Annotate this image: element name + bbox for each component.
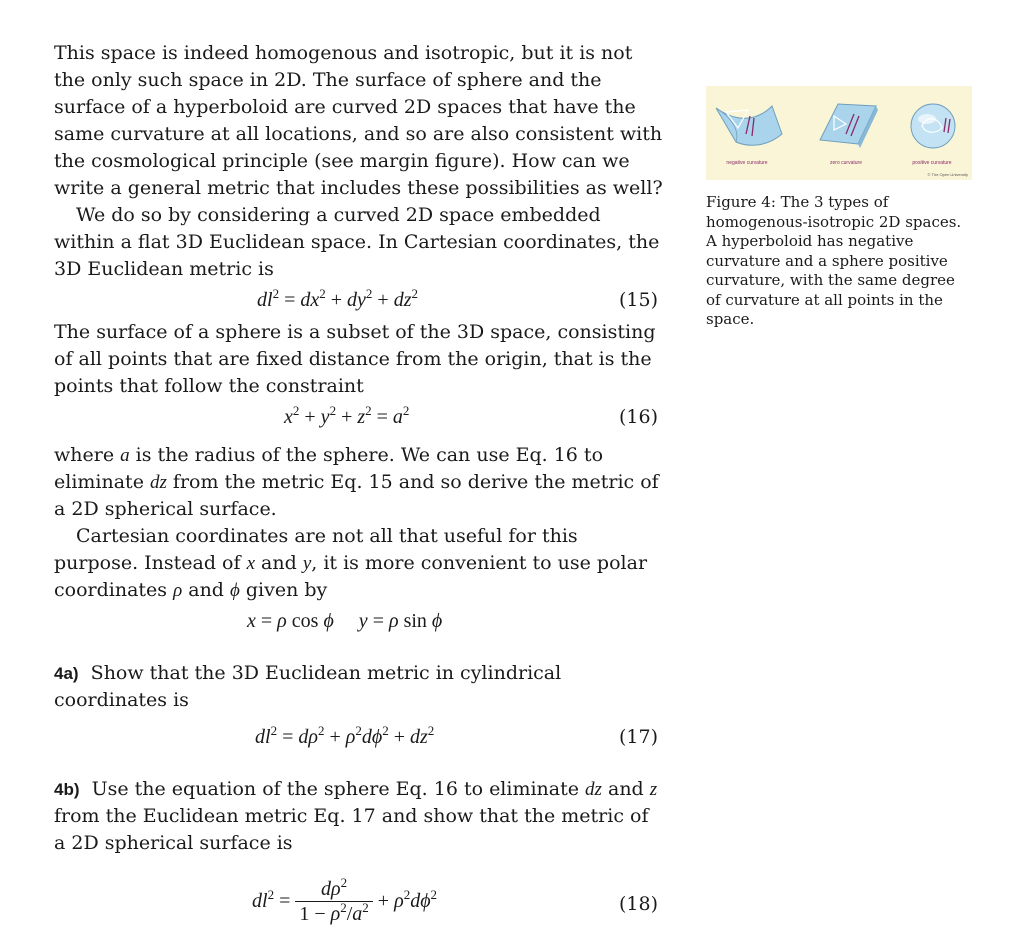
equation-polar-definitions: x = ρ cos ϕ y = ρ sin ϕ — [247, 610, 443, 632]
flat-plane — [820, 104, 878, 148]
margin-figure — [706, 86, 974, 345]
main-text-column — [54, 40, 664, 935]
equation-17: $dl^2 = d\rho^2 + \rho^2d\phi^2 + dz^2$ (17) — [54, 720, 664, 756]
equation-number: (15) — [618, 289, 658, 311]
question-4a: 4a) Show that the 3D Euclidean metric in cylindrical coordinates is — [54, 662, 562, 711]
equation-number: (18) — [618, 893, 658, 915]
paragraph-embedding: We do so by considering a curved 2D space embedded within a flat 3D Euclidean space. In Cartesian coordinates, the 3D Euclidean metric is — [54, 204, 660, 280]
label-negative-curvature: negative curvature — [726, 160, 768, 166]
label-positive-curvature: positive curvature — [912, 160, 952, 166]
question-4b: 4b) Use the equation of the sphere Eq. 16 to eliminate dz and z from the Euclidean metric Eq. 17 and show that the metric of a 2D spherical surface is — [54, 778, 658, 854]
figure-caption: Figure 4: The 3 types of homogenous-isotropic 2D spaces. A hyperboloid has negative curvature and a sphere positive curvature, with the same degree of curvature at all points in the space. — [706, 193, 962, 328]
paragraph-intro: This space is indeed homogenous and isotropic, but it is not the only such space in 2D. The surface of sphere and the surface of a hyperboloid are curved 2D spaces that have the same curvature at all locations, and so are also consistent with the cosmological principle (see margin figure). How can we write a general metric that includes these possibilities as well? — [54, 42, 663, 199]
equation-18: $dl^2$ = $\frac{d\rho^2}{1 - \rho^2/a^2}$ + $\rho^2d\phi^2$ (18) — [252, 875, 658, 925]
equation-16: $x^2 + y^2 + z^2 = a^2$ (16) — [54, 400, 664, 436]
sphere-surface — [911, 104, 955, 148]
equation-15: $dl^2 = dx^2 + dy^2 + dz^2$ (15) — [54, 283, 664, 319]
question-label: 4a) — [54, 664, 79, 683]
label-zero-curvature: zero curvature — [830, 160, 862, 166]
paragraph-polar: Cartesian coordinates are not all that useful for this purpose. Instead of x and y, it is more convenient to use polar coordinates ρ and ϕ given by — [54, 525, 648, 601]
curvature-illustration — [706, 86, 972, 180]
equation-number: (17) — [618, 726, 658, 748]
paragraph-radius: where a is the radius of the sphere. We can use Eq. 16 to eliminate dz from the metric Eq. 15 and so derive the metric of a 2D spherical surface. — [54, 444, 659, 520]
question-label: 4b) — [54, 780, 80, 799]
paragraph-sphere-subset: The surface of a sphere is a subset of the 3D space, consisting of all points that are fixed distance from the origin, that is the points that follow the constraint — [54, 321, 656, 397]
equation-number: (16) — [618, 406, 658, 428]
copyright-credit: © The Open University — [927, 172, 968, 177]
hyperboloid-surface — [716, 106, 782, 145]
